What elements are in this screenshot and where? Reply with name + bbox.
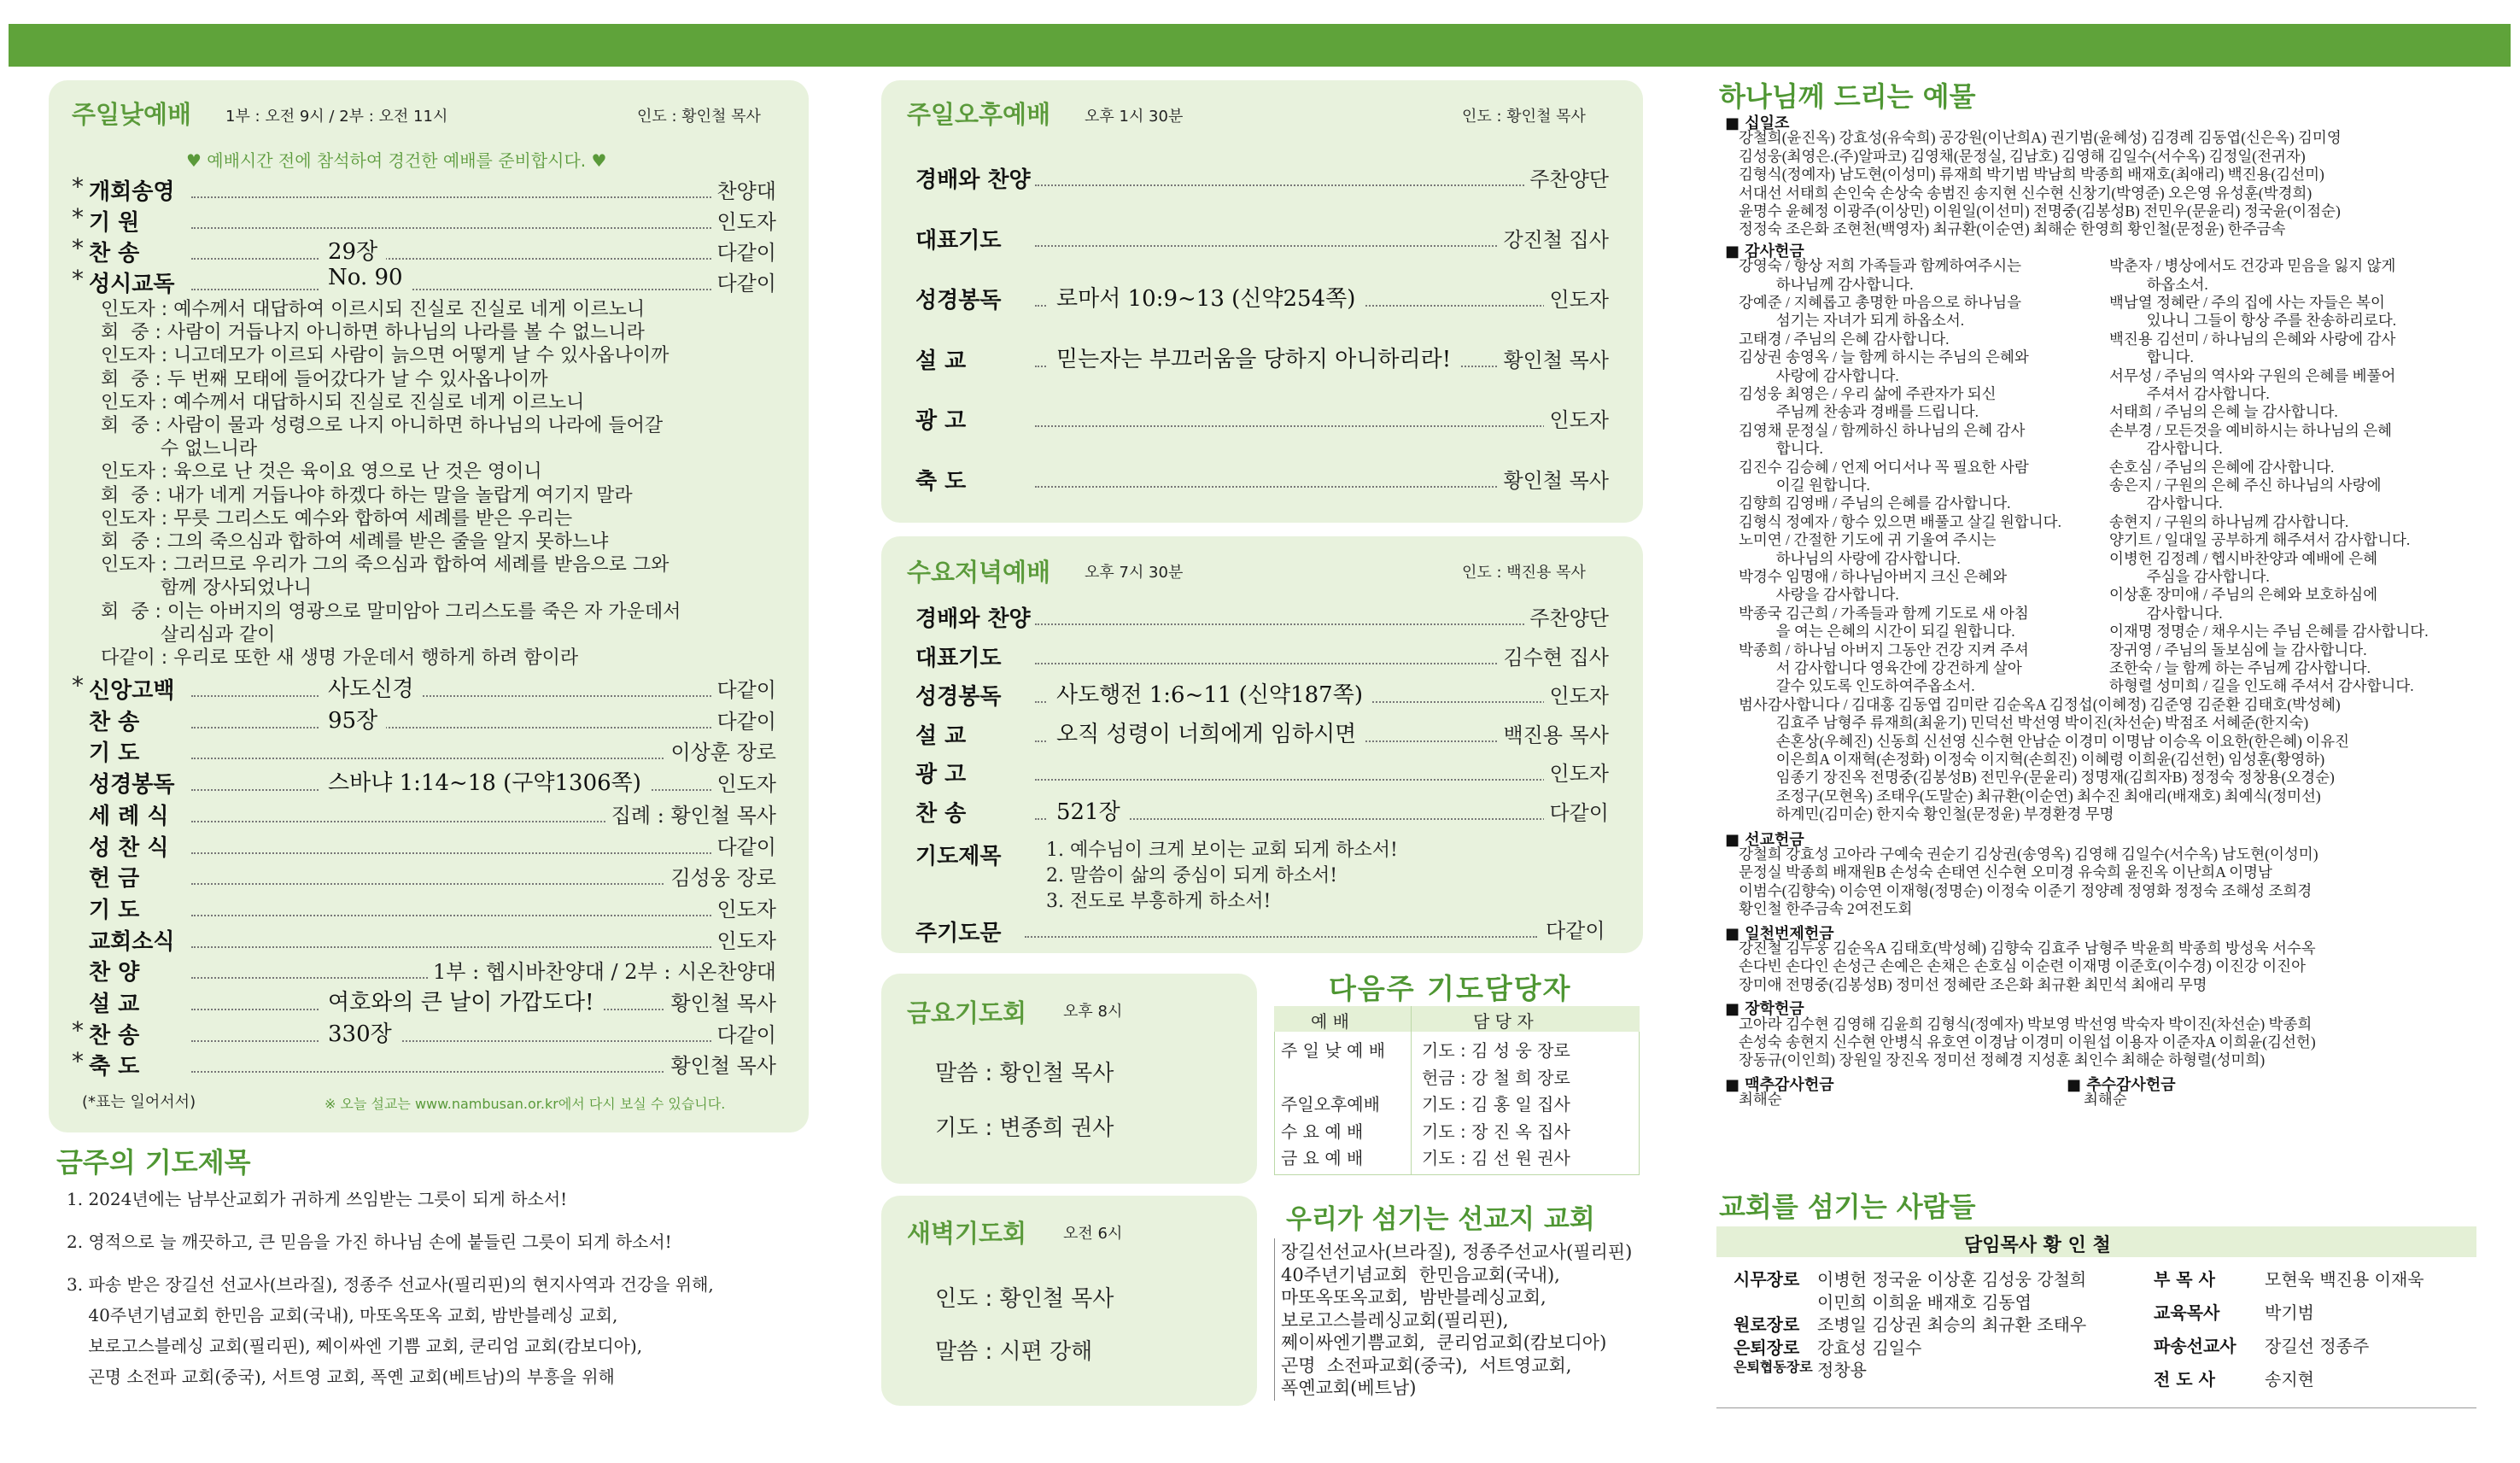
- staff-names: 강효성 김일수: [1817, 1337, 1922, 1358]
- order-label: 개회송영: [89, 179, 175, 205]
- order-detail: 사도행전 1:6~11 (신약187쪽): [1048, 677, 1371, 709]
- thanks-line: 주셔서 감사합니다.: [2109, 385, 2270, 402]
- next-week-person: 기도 : 김 홍 일 집사: [1422, 1094, 1570, 1115]
- next-week-col-service: 예 배: [1311, 1011, 1349, 1032]
- thanks-line: 사랑에 감사합니다.: [1739, 366, 1899, 384]
- weekly-prayer-title: 금주의 기도제목: [56, 1146, 251, 1179]
- responsive-line: 인도자 : 예수께서 대답하여 이르시되 진실로 진실로 네게 이르노니: [101, 299, 646, 320]
- order-label: 세 례 식: [89, 803, 169, 829]
- scholarship-offering-heading: ■ 장학헌금: [1725, 1000, 1804, 1019]
- order-label: 대표기도: [915, 227, 1002, 254]
- order-value: 다같이: [711, 266, 781, 296]
- next-week-person: 헌금 : 강 철 희 장로: [1422, 1067, 1570, 1088]
- sermon-web-note: ※ 오늘 설교는 www.nambusan.or.kr에서 다시 보실 수 있습니다.: [325, 1096, 726, 1112]
- staff-role: 교육목사: [2154, 1302, 2220, 1323]
- order-value: 다같이: [711, 236, 781, 266]
- responsive-line: 회 중 : 사람이 거듭나지 아니하면 하나님의 나라를 볼 수 없느니라: [101, 322, 645, 344]
- mission-church: 40주년기념교회 한민음교회(국내),: [1281, 1264, 1560, 1285]
- thanks-line: 노미연 / 간절한 기도에 귀 기울여 주시는: [1739, 531, 1997, 549]
- dotted-leader: [1035, 184, 1605, 186]
- order-label: 교회소식: [89, 928, 175, 955]
- thanks-all-line: 범사감사합니다 / 김대홍 김동엽 김미란 김순옥A 김정섭(이혜정) 김준영 김준환 김태호(박성혜): [1739, 695, 2341, 713]
- mission-church: 폭옌교회(베트남): [1281, 1378, 1417, 1398]
- wednesday-time: 오후 7시 30분: [1085, 564, 1184, 582]
- wednesday-leader: 인도 : 백진용 목사: [1462, 564, 1586, 582]
- staff-role: 파송선교사: [2154, 1336, 2236, 1356]
- order-label: 성 찬 식: [89, 834, 169, 861]
- thousand-offering-heading: ■ 일천번제헌금: [1725, 924, 1834, 943]
- order-detail: No. 90: [319, 265, 412, 290]
- tithe-line: 서대선 서태희 손인숙 손상숙 송범진 송지현 신수현 신창기(박영준) 오은영 유성훈(박경희): [1739, 184, 2312, 202]
- next-week-person: 기도 : 김 선 원 권사: [1422, 1148, 1570, 1168]
- order-label: 찬 송: [89, 1022, 140, 1049]
- thanks-line: 김영채 문정실 / 함께하신 하나님의 은혜 감사: [1739, 421, 2026, 439]
- responsive-line: 다같이 : 우리로 또한 새 생명 가운데서 행하게 하려 함이라: [101, 647, 579, 669]
- staff-role: 시무장로: [1734, 1269, 1800, 1290]
- order-detail: 29장: [319, 234, 386, 266]
- dotted-leader: [191, 227, 773, 229]
- order-value: 이상훈 장로: [665, 735, 781, 765]
- staff-role: 원로장로: [1734, 1314, 1800, 1335]
- responsive-line: 살리심과 같이: [101, 623, 276, 646]
- dawn-title: 새벽기도회: [907, 1219, 1027, 1248]
- order-detail: 330장: [319, 1016, 401, 1048]
- dotted-leader: [191, 289, 773, 290]
- responsive-line: 회 중 : 이는 아버지의 영광으로 말미암아 그리스도를 죽은 자 가운데서: [101, 600, 681, 623]
- staff-role: 은퇴협동장로: [1734, 1359, 1813, 1375]
- thanks-line: 김성웅 최영은 / 우리 삶에 주관자가 되신: [1739, 385, 1997, 402]
- thanks-line: 손부경 / 모든것을 예비하시는 하나님의 은혜: [2109, 421, 2393, 439]
- order-label: 대표기도: [915, 645, 1002, 671]
- order-value: 주찬양단: [1524, 162, 1614, 192]
- thanks-line: 이병헌 김정례 / 헵시바찬양과 예배에 은혜: [2109, 549, 2378, 567]
- standing-mark: *: [72, 173, 84, 201]
- order-detail: 521장: [1048, 794, 1129, 826]
- thanks-line: 김상권 송영옥 / 늘 함께 하시는 주님의 은혜와: [1739, 348, 2029, 366]
- tithe-line: 정정숙 조은화 조현천(백영자) 최규환(이순연) 최해순 한영희 황인철(문정윤) 한주금속: [1739, 220, 2286, 238]
- responsive-line: 인도자 : 니고데모가 이르되 사람이 늙으면 어떻게 날 수 있사옵나이까: [101, 345, 669, 367]
- order-value: 김수현 집사: [1498, 641, 1614, 670]
- order-value: 인도자: [1544, 283, 1614, 313]
- thousand-offering-line: 장미애 전명중(김봉성B) 정미선 정혜란 조은화 최규환 최민석 최애리 무명: [1739, 975, 2207, 993]
- order-value: 다같이: [1544, 796, 1614, 826]
- thanks-all-line: 임종기 장진옥 전명중(김봉성B) 전민우(문윤리) 정명재(김희자B) 정정숙 정창용(오경순): [1739, 769, 2335, 787]
- order-value: 다같이: [711, 673, 781, 703]
- thanks-line: 서 감사합니다 영육간에 강건하게 살아: [1739, 659, 2022, 676]
- dotted-leader: [191, 695, 773, 697]
- thanks-line: 강예준 / 지혜롭고 총명한 마음으로 하나님을: [1739, 294, 2022, 311]
- order-label: 찬 송: [89, 709, 140, 735]
- mission-offering-line: 이범수(김향숙) 이승연 이재형(정명순) 이정숙 이준기 정양례 정영화 정정숙 조해성 조희경: [1739, 881, 2312, 899]
- friday-time: 오후 8시: [1063, 1003, 1123, 1021]
- order-label: 경배와 찬양: [915, 167, 1031, 193]
- thanks-line: 박종희 / 하나님 아버지 그동안 건강 지켜 주셔: [1739, 641, 2029, 658]
- thanks-line: 장귀영 / 주님의 돌보심에 늘 감사합니다.: [2109, 641, 2367, 658]
- thanks-line: 백남열 정혜란 / 주의 집에 사는 자들은 복이: [2109, 294, 2385, 311]
- order-value: 황인철 목사: [665, 986, 781, 1016]
- sunday-morning-title: 주일낮예배: [72, 100, 192, 129]
- order-detail: 로마서 10:9~13 (신약254쪽): [1048, 281, 1364, 313]
- mission-church: 쩨이싸엔기쁨교회, 쿤리엄교회(캄보디아): [1281, 1332, 1607, 1353]
- staff-names: 정창용: [1817, 1360, 1867, 1380]
- thanks-line: 주님께 찬송과 경배를 드립니다.: [1739, 403, 1979, 421]
- order-label: 기 원: [89, 210, 140, 236]
- mission-church: 보로고스블레싱교회(필리핀),: [1281, 1309, 1509, 1331]
- thanks-line: 김향희 김영배 / 주님의 은혜를 감사합니다.: [1739, 494, 2011, 512]
- sunday-afternoon-time: 오후 1시 30분: [1085, 108, 1184, 126]
- thanks-line: 조한숙 / 늘 함께 하는 주님께 감사합니다.: [2109, 659, 2371, 676]
- order-label: 성경봉독: [915, 684, 1002, 710]
- next-week-divider: [1411, 1006, 1412, 1175]
- thanks-line: 주심을 감사합니다.: [2109, 568, 2270, 585]
- thanks-line: 하형렬 성미희 / 길을 인도해 주셔서 감사합니다.: [2109, 677, 2414, 695]
- scholarship-offering-line: 고아라 김수현 김영해 김윤희 김형식(정예자) 박보영 박선영 박숙자 박이진(차선순) 박종희: [1739, 1015, 2312, 1033]
- staff-role: 전 도 사: [2154, 1369, 2215, 1390]
- friday-prayer: 기도 : 변종희 권사: [935, 1115, 1114, 1141]
- dotted-leader: [191, 946, 773, 948]
- thanks-all-line: 하계민(김미순) 한지숙 황인철(문정윤) 부경환경 무명: [1739, 805, 2114, 823]
- order-label: 헌 금: [89, 866, 140, 892]
- order-label: 성경봉독: [915, 288, 1002, 313]
- wednesday-title: 수요저녁예배: [907, 558, 1051, 587]
- standing-mark: *: [72, 265, 84, 293]
- thousand-offering-line: 강진철 김두웅 김순옥A 김태호(박성혜) 김향숙 김효주 남형주 박윤희 박종희 방성욱 서수옥: [1739, 939, 2316, 957]
- dotted-leader: [1035, 779, 1605, 781]
- thanks-line: 박춘자 / 병상에서도 건강과 믿음을 잃지 않게: [2109, 257, 2396, 275]
- tithe-line: 강철희(윤진옥) 강효성(유숙희) 공강원(이난희A) 권기범(윤혜성) 김경례 김동엽(신은옥) 김미영: [1739, 129, 2342, 147]
- order-value: 백진용 목사: [1498, 718, 1614, 748]
- staff-names: 이민희 이희윤 배재호 김동엽: [1817, 1291, 2032, 1313]
- thanks-line: 합니다.: [1739, 440, 1823, 458]
- order-label: 축 도: [89, 1054, 140, 1080]
- order-value: 인도자: [1544, 757, 1614, 787]
- order-label: 축 도: [915, 468, 967, 494]
- order-label: 설 교: [89, 992, 140, 1017]
- thanks-line: 백진용 김선미 / 하나님의 은혜와 사랑에 감사: [2109, 330, 2396, 348]
- next-week-person: 기도 : 김 성 웅 장로: [1422, 1040, 1570, 1061]
- order-detail: 오직 성령이 너희에게 임하시면: [1048, 717, 1365, 748]
- tithe-line: 윤명수 윤혜정 이광주(이상민) 이원일(이선미) 전명중(김봉성B) 전민우(문윤리) 정국윤(이점순): [1739, 202, 2341, 219]
- sunday-morning-times: 1부 : 오전 9시 / 2부 : 오전 11시: [225, 108, 448, 126]
- standing-mark: *: [72, 234, 84, 262]
- order-value: 찬양대: [711, 174, 781, 204]
- wheat-name: 최해순: [1739, 1091, 1782, 1109]
- order-label: 경배와 찬양: [915, 606, 1031, 632]
- thanks-line: 감사합니다.: [2109, 604, 2223, 622]
- thanks-all-line: 이은희A 이재혁(손정화) 이정숙 이지혁(손희진) 이혜령 이희윤(김선헌) 임성훈(황영하): [1739, 751, 2325, 768]
- prayer-item: 1. 2024년에는 남부산교회가 귀하게 쓰임받는 그릇이 되게 하소서!: [67, 1189, 568, 1209]
- standing-note: (*표는 일어서서): [82, 1093, 196, 1111]
- thanks-line: 사랑을 감사합니다.: [1739, 586, 1899, 604]
- responsive-line: 인도자 : 육으로 난 것은 육이요 영으로 난 것은 영이니: [101, 461, 542, 483]
- thanks-line: 이길 원합니다.: [1739, 477, 1870, 494]
- dawn-leader: 인도 : 황인철 목사: [935, 1286, 1114, 1312]
- dotted-leader: [1035, 425, 1605, 427]
- harvest-heading: ■ 추수감사헌금: [2067, 1075, 2176, 1094]
- thanks-line: 강영숙 / 항상 저희 가족들과 함께하여주시는: [1739, 257, 2022, 275]
- sunday-morning-leader: 인도 : 황인철 목사: [637, 108, 761, 126]
- responsive-line: 인도자 : 그러므로 우리가 그의 죽으심과 합하여 세례를 받음으로 그와: [101, 554, 669, 576]
- staff-names: 모현욱 백진용 이재욱: [2265, 1269, 2424, 1290]
- thanks-line: 감사합니다.: [2109, 440, 2223, 458]
- order-value: 인도자: [711, 205, 781, 235]
- order-value: 인도자: [711, 892, 781, 922]
- next-week-col-person: 담 당 자: [1473, 1011, 1534, 1032]
- thanks-line: 하나님의 사랑에 감사합니다.: [1739, 549, 1961, 567]
- order-value: 인도자: [711, 767, 781, 797]
- mission-offering-heading: ■ 선교헌금: [1725, 830, 1804, 849]
- prayer-item: 2. 영적으로 늘 깨끗하고, 큰 믿음을 가진 하나님 손에 붙들린 그릇이 되게 하소서!: [67, 1232, 672, 1252]
- wednesday-prayer-label: 기도제목: [915, 844, 1002, 869]
- staff-names: 박기범: [2265, 1302, 2314, 1323]
- staff-title: 교회를 섬기는 사람들: [1719, 1191, 1976, 1223]
- order-label: 광 고: [915, 762, 967, 787]
- sunday-afternoon-title: 주일오후예배: [907, 100, 1051, 129]
- lords-prayer-label: 주기도문: [915, 921, 1002, 946]
- next-week-service: 금 요 예 배: [1281, 1148, 1364, 1168]
- senior-pastor: 담임목사 황 인 철: [1964, 1235, 2111, 1256]
- thanks-line: 김진수 김승혜 / 언제 어디서나 꼭 필요한 사람: [1739, 458, 2029, 476]
- thanks-line: 을 여는 은혜의 시간이 되길 원합니다.: [1739, 623, 2015, 641]
- order-label: 광 고: [915, 408, 967, 434]
- thanks-line: 서태희 / 주님의 은혜 늘 감사합니다.: [2109, 403, 2338, 421]
- mission-church: 마또옥또옥교회, 밤반블레싱교회,: [1281, 1287, 1546, 1308]
- thanks-line: 갈수 있도록 인도하여주옵소서.: [1739, 677, 1975, 695]
- order-value: 강진철 집사: [1498, 223, 1614, 253]
- order-label: 신앙고백: [89, 678, 175, 704]
- prayer-item: 곤명 소전파 교회(중국), 서트영 교회, 폭옌 교회(베트남)의 부흥을 위해: [67, 1366, 615, 1387]
- prayer-item: 40주년기념교회 한민음 교회(국내), 마또옥또옥 교회, 밤반블레싱 교회,: [67, 1305, 618, 1325]
- order-detail: 믿는자는 부끄러움을 당하지 아니하리라!: [1048, 342, 1459, 373]
- responsive-line: 수 없느니라: [101, 438, 258, 460]
- mission-offering-line: 황인철 한주금속 2여전도회: [1739, 900, 1913, 918]
- responsive-line: 회 중 : 사람이 물과 성령으로 나지 아니하면 하나님의 나라에 들어갈: [101, 415, 664, 436]
- responsive-line: 회 중 : 그의 죽으심과 합하여 세례를 받은 줄을 알지 못하느냐: [101, 531, 609, 553]
- top-banner: [9, 24, 2511, 67]
- tithe-heading: ■ 십일조: [1725, 114, 1790, 132]
- order-value: 황인철 목사: [1498, 464, 1614, 494]
- order-label: 설 교: [915, 348, 967, 374]
- dotted-leader: [191, 258, 773, 260]
- responsive-line: 함께 장사되었나니: [101, 577, 312, 600]
- thanks-line: 합니다.: [2109, 348, 2194, 366]
- order-value: 황인철 목사: [1498, 343, 1614, 373]
- tithe-line: 김성웅(최영은.(주)알파코) 김영채(문정실, 김남호) 김영해 김일수(서수옥) 김정일(전귀자): [1739, 147, 2306, 165]
- thanks-line: 김형식 정예자 / 항수 있으면 배풀고 살길 원합니다.: [1739, 512, 2061, 530]
- staff-names: 조병일 김상권 최승의 최규환 조태우: [1817, 1314, 2087, 1335]
- standing-mark: *: [72, 203, 84, 231]
- thanks-all-line: 손혼상(우혜진) 신동희 신선영 신수현 안남순 이경미 이명남 이승옥 이요한(한은혜) 이유진: [1739, 732, 2350, 750]
- responsive-line: 회 중 : 두 번째 모태에 들어갔다가 날 수 있사옵나이까: [101, 368, 548, 390]
- thanks-line: 박종국 김근희 / 가족들과 함께 기도로 새 아침: [1739, 604, 2029, 622]
- sunday-morning-notice: ♥ 예배시간 전에 참석하여 경건한 예배를 준비합시다. ♥: [186, 150, 607, 171]
- lords-prayer-value: 다같이: [1541, 914, 1611, 944]
- thanks-heading: ■ 감사헌금: [1725, 242, 1804, 260]
- thanks-line: 서무성 / 주님의 역사와 구원의 은혜를 베풀어: [2109, 366, 2396, 384]
- wednesday-prayer-item: 3. 전도로 부흥하게 하소서!: [1046, 891, 1272, 912]
- order-label: 찬 양: [89, 960, 140, 986]
- next-week-title: 다음주 기도담당자: [1329, 972, 1572, 1005]
- thanks-line: 박경수 임명애 / 하나님아버지 크신 은혜와: [1739, 568, 2008, 585]
- next-week-service: 주일오후예배: [1281, 1094, 1380, 1115]
- thanks-line: 고태경 / 주님의 은혜 감사합니다.: [1739, 330, 1950, 348]
- friday-title: 금요기도회: [907, 998, 1027, 1027]
- wednesday-prayer-item: 2. 말씀이 삶의 중심이 되게 하소서!: [1046, 865, 1338, 887]
- order-value: 인도자: [1544, 403, 1614, 433]
- next-week-service: 수 요 예 배: [1281, 1121, 1364, 1142]
- order-value: 김성웅 장로: [665, 861, 781, 891]
- order-value: 다같이: [711, 1018, 781, 1048]
- order-value: 주찬양단: [1524, 601, 1614, 631]
- dotted-leader: [1035, 623, 1605, 625]
- wednesday-prayer-item: 1. 예수님이 크게 보이는 교회 되게 하소서!: [1046, 840, 1398, 861]
- dawn-time: 오전 6시: [1063, 1225, 1123, 1243]
- thanks-line: 섬기는 자녀가 되게 하옵소서.: [1739, 312, 1965, 330]
- order-detail: 사도신경: [319, 671, 422, 703]
- order-value: 다같이: [711, 830, 781, 860]
- order-label: 성경봉독: [89, 772, 175, 799]
- order-value: 황인철 목사: [665, 1049, 781, 1079]
- order-detail: 95장: [319, 703, 386, 734]
- standing-mark: *: [72, 671, 84, 699]
- standing-mark: *: [72, 1015, 84, 1045]
- dawn-sermon: 말씀 : 시편 강해: [935, 1339, 1093, 1365]
- staff-names: 이병헌 정국윤 이상훈 김성웅 강철희: [1817, 1269, 2087, 1290]
- dotted-leader: [191, 852, 773, 854]
- order-value: 다같이: [711, 705, 781, 734]
- offerings-title: 하나님께 드리는 예물: [1719, 80, 1976, 113]
- next-week-service: 주 일 낮 예 배: [1281, 1040, 1386, 1061]
- order-detail: 여호와의 큰 날이 가깝도다!: [319, 985, 603, 1016]
- staff-names: 송지현: [2265, 1369, 2314, 1390]
- order-label: 찬 송: [89, 241, 140, 266]
- thanks-all-line: 김효주 남형주 류재희(최윤기) 민덕선 박선영 박이진(차선순) 박점조 서혜준(한지숙): [1739, 714, 2309, 732]
- mission-church: 장길선선교사(브라질), 정종주선교사(필리핀): [1281, 1242, 1633, 1262]
- order-label: 기 도: [89, 740, 140, 767]
- mission-offering-line: 문정실 박종희 배재원B 손성숙 손태연 신수현 오미경 유숙희 윤진옥 이난희A 이명남: [1739, 863, 2272, 881]
- mission-offering-line: 강철희 강효성 고아라 구예숙 권순기 김상권(송영옥) 김영해 김일수(서수옥) 남도현(이성미): [1739, 846, 2318, 863]
- thanks-line: 이상훈 장미애 / 주님의 은혜와 보호하심에: [2109, 586, 2378, 604]
- order-label: 설 교: [915, 723, 967, 749]
- thanks-line: 손호심 / 주님의 은혜에 감사합니다.: [2109, 458, 2335, 476]
- order-value: 집례 : 황인철 목사: [606, 799, 781, 828]
- thanks-line: 하옵소서.: [2109, 275, 2208, 293]
- order-label: 기 도: [89, 897, 140, 923]
- sunday-afternoon-leader: 인도 : 황인철 목사: [1462, 108, 1586, 126]
- staff-names: 장길선 정종주: [2265, 1336, 2370, 1356]
- thanks-line: 송은지 / 구원의 은혜 주신 하나님의 사랑에: [2109, 477, 2382, 494]
- thanks-line: 이재명 정명순 / 채우시는 주님 은혜를 감사합니다.: [2109, 623, 2429, 641]
- responsive-line: 회 중 : 내가 네게 거듭나야 하겠다 하는 말을 놀랍게 여기지 말라: [101, 484, 633, 506]
- order-value: 인도자: [711, 924, 781, 954]
- staff-role: 은퇴장로: [1734, 1337, 1800, 1358]
- thanks-line: 하나님께 감사합니다.: [1739, 275, 1914, 293]
- next-week-person: 기도 : 장 진 옥 집사: [1422, 1121, 1570, 1142]
- standing-mark: *: [72, 1047, 84, 1076]
- thanks-all-line: 조정구(모현옥) 조태우(도말순) 최규환(이순연) 최수진 최애리(배재호) 최예식(정미선): [1739, 787, 2321, 805]
- harvest-name: 최해순: [2084, 1091, 2127, 1109]
- mission-church: 곤명 소전파교회(중국), 서트영교회,: [1281, 1355, 1572, 1376]
- friday-sermon: 말씀 : 황인철 목사: [935, 1061, 1114, 1086]
- responsive-line: 인도자 : 예수께서 대답하시되 진실로 진실로 네게 이르노니: [101, 391, 585, 413]
- thanks-line: 있나니 그들이 항상 주를 찬송하리로다.: [2109, 312, 2397, 330]
- thanks-line: 감사합니다.: [2109, 494, 2223, 512]
- staff-bottom-rule: [1716, 1407, 2476, 1408]
- dotted-leader: [191, 915, 773, 916]
- dotted-leader: [191, 1040, 773, 1042]
- lords-prayer-leader: [1025, 936, 1537, 938]
- dotted-leader: [191, 727, 773, 729]
- order-value: 1부 : 헵시바찬양대 / 2부 : 시온찬양대: [428, 955, 781, 985]
- order-value: 인도자: [1544, 679, 1614, 709]
- thanks-line: 송현지 / 구원의 하나님께 감사합니다.: [2109, 512, 2349, 530]
- missions-bar: [1274, 1238, 1275, 1401]
- prayer-item: 보로고스블레싱 교회(필리핀), 쩨이싸엔 기쁨 교회, 쿤리엄 교회(캄보디아),: [67, 1336, 643, 1356]
- order-label: 성시교독: [89, 272, 175, 297]
- dotted-leader: [191, 196, 773, 198]
- prayer-item: 3. 파송 받은 장길선 선교사(브라질), 정종주 선교사(필리핀)의 현지사역과 건강을 위해,: [67, 1274, 714, 1295]
- thanks-line: 양기트 / 일대일 공부하게 해주셔서 감사합니다.: [2109, 531, 2411, 549]
- tithe-line: 김형식(정예자) 남도현(이성미) 류재희 박기범 박남희 박종희 배재호(최애리) 백진용(김선미): [1739, 166, 2324, 184]
- scholarship-offering-line: 손성숙 송현지 신수현 안병식 유호연 이경남 이경미 이원섭 이용자 이준자A 이희윤(김선헌): [1739, 1033, 2316, 1050]
- missions-title: 우리가 섬기는 선교지 교회: [1286, 1204, 1595, 1235]
- order-detail: 스바냐 1:14~18 (구약1306쪽): [319, 765, 650, 797]
- thousand-offering-line: 손다빈 손다인 손성근 손예은 손채은 손호심 이순련 이재명 이준호(이수경) 이진강 이진아: [1739, 957, 2306, 975]
- scholarship-offering-line: 장동규(이인희) 장원일 장진옥 정미선 정혜경 지성훈 최인수 최해순 하형렬(성미희): [1739, 1051, 2266, 1069]
- wheat-heading: ■ 맥추감사헌금: [1725, 1075, 1834, 1094]
- order-label: 찬 송: [915, 800, 967, 827]
- responsive-line: 인도자 : 무릇 그리스도 예수와 합하여 세례를 받은 우리는: [101, 507, 573, 530]
- staff-role: 부 목 사: [2154, 1269, 2215, 1290]
